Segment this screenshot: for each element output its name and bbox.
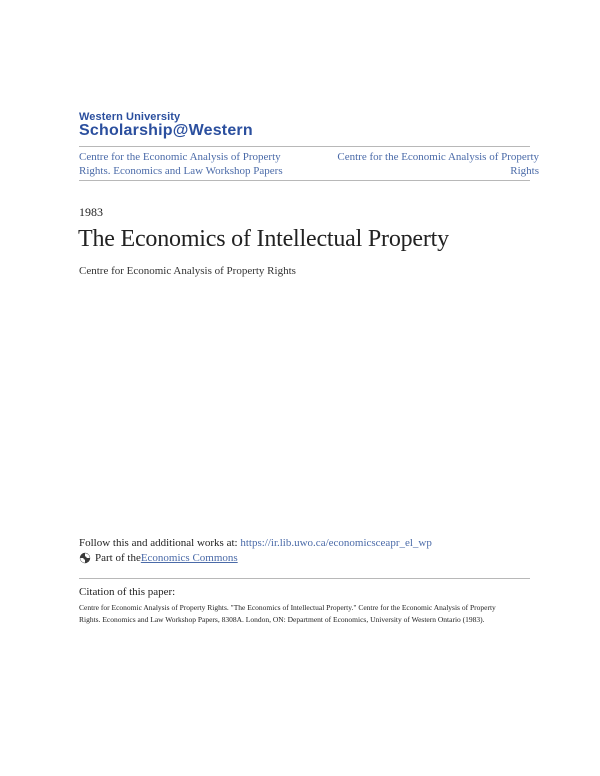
collection-url-link[interactable]: https://ir.lib.uwo.ca/economicsceapr_el_wp (240, 537, 432, 549)
series-link-ceapr[interactable]: Centre for the Economic Analysis of Property Rights (337, 151, 539, 177)
economics-commons-link[interactable]: Economics Commons (140, 552, 238, 564)
follow-label: Follow this and additional works at: (79, 537, 241, 549)
series-link-workshop-papers[interactable]: Centre for the Economic Analysis of Property Rights. Economics and Law Workshop Papers (79, 151, 283, 177)
paper-title: The Economics of Intellectual Property (78, 226, 449, 252)
part-of-line (79, 552, 238, 564)
commons-logo-icon (79, 552, 91, 564)
citation-text: Centre for Economic Analysis of Property Rights. "The Economics of Intellectual Property." Centre for the Economic Analysis of Property Rights. Economics and Law Workshop Papers, 8308A. London, ON: Department of Economics, University of Western Ontario (1983). (79, 603, 496, 624)
header-rule-bottom (79, 180, 530, 181)
header-rule-top (79, 146, 530, 147)
paper-author: Centre for Economic Analysis of Property Rights (79, 265, 296, 277)
repository-name[interactable]: Scholarship@Western (79, 122, 253, 139)
institution-name: Western University (79, 111, 181, 123)
citation-rule (79, 578, 530, 579)
citation-label: Citation of this paper: (79, 586, 176, 598)
part-of-label: Part of the (95, 552, 141, 564)
publication-year: 1983 (79, 205, 103, 219)
follow-line (79, 537, 432, 549)
